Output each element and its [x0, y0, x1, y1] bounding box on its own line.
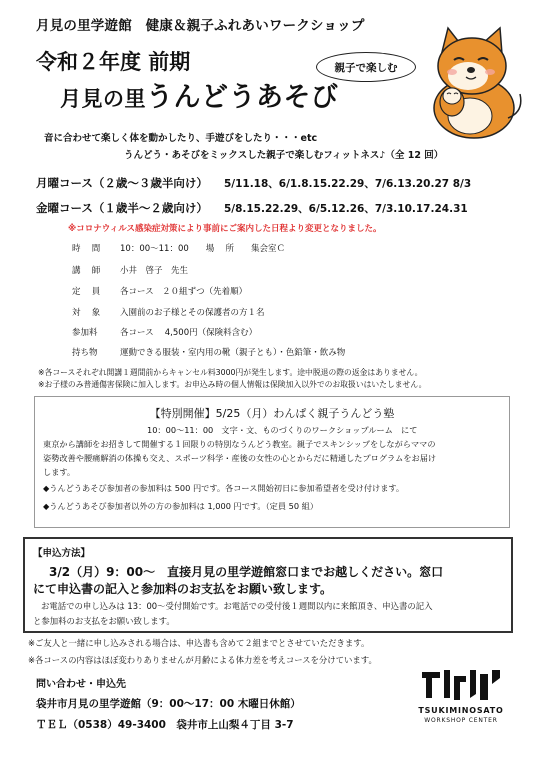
contact-venue: 袋井市月見の里学遊館（9：00～17：00 木曜日休館） — [36, 698, 301, 710]
special-event-box — [34, 396, 510, 528]
detail-value: 入園前のお子様とその保護者の方１名 — [120, 308, 265, 318]
application-heading: 【申込方法】 — [33, 548, 91, 559]
special-event-title: 【特別開催】5/25（月）わんぱく親子うんどう塾 — [149, 407, 395, 420]
event-title-main: うんどうあそび — [146, 82, 339, 113]
intro-line-2: うんどう・あそびをミックスした親子で楽しむフィットネス♪（全 12 回） — [124, 150, 444, 161]
tsukiminosato-logo-icon — [418, 664, 504, 704]
detail-value: 小井 啓子 先生 — [120, 266, 189, 276]
application-phone-note-1: お電話での申し込みは 13：00～受付開始です。お電話での受付後１週間以内に来館頂き、申込書の記入 — [41, 601, 433, 611]
detail-value: 各コース ２０組ずつ（先着順） — [120, 287, 248, 297]
detail-value: 各コース 4,500円（保険料含む） — [120, 328, 258, 338]
footnote-course-content: ※各コースの内容はほぼ変わりありませんが月齢による体力差を考えコースを分けています。 — [28, 655, 377, 665]
footnote-friends: ※ご友人と一緒に申し込みされる場合は、申込書も含めて２組までとさせていただきます。 — [28, 638, 370, 648]
application-line-2: にて申込書の記入と参加料のお支払をお願い致します。 — [33, 582, 333, 596]
note-cancellation: ※各コースそれぞれ開講１週間前からキャンセル料3000円が発生します。途中脱退の際の返金はありません。 — [38, 368, 423, 377]
contact-phone-address: ＴＥＬ（0538）49-3400 袋井市上山梨４丁目 3-7 — [36, 719, 294, 731]
detail-value: 10：00～11：00 場 所 集会室Ｃ — [120, 244, 285, 254]
special-line: 東京から講師をお招きして開催する１回限りの特別なうんどう教室。親子でスキンシップをしながらママの — [43, 439, 436, 449]
event-title-prefix: 月見の里 — [60, 87, 146, 111]
corona-notice: ※コロナウィルス感染症対策により事前にご案内した日程より変更となりました。 — [68, 224, 382, 234]
course-dates: 5/8.15.22.29、6/5.12.26、7/3.10.17.24.31 — [223, 203, 468, 215]
workshop-subtitle: 月見の里学遊館 健康＆親子ふれあいワークショップ — [36, 18, 365, 34]
detail-value: 運動できる服装・室内用の靴（親子とも）・色鉛筆・飲み物 — [120, 348, 346, 358]
detail-capacity — [72, 285, 247, 297]
logo-sub: WORKSHOP CENTER — [424, 717, 498, 724]
application-box — [23, 537, 513, 633]
application-line-1: 3/2（月）9：00～ 直接月見の里学遊館窓口までお越しください。窓口 — [49, 565, 444, 579]
title-year-term: 令和２年度 前期 — [36, 50, 191, 74]
course-dates: 5/11.18、6/1.8.15.22.29、7/6.13.20.27 8/3 — [223, 178, 472, 190]
detail-time-place — [72, 242, 285, 254]
contact-heading: 問い合わせ・申込先 — [36, 679, 126, 690]
course-name: 月曜コース（２歳～３歳半向け） — [36, 176, 208, 190]
course-name: 金曜コース（１歳半～２歳向け） — [36, 201, 208, 215]
special-line: ◆うんどうあそび参加者以外の方の参加料は 1,000 円です。（定員 50 組） — [43, 501, 319, 511]
detail-label: 対 象 — [72, 308, 101, 318]
detail-label: 定 員 — [72, 287, 101, 297]
detail-target — [72, 306, 265, 318]
detail-belongings — [72, 346, 345, 358]
event-title — [60, 75, 339, 114]
special-line: ◆うんどうあそび参加者の参加料は 500 円です。各コース開始初日に参加希望者を受け付けます。 — [43, 483, 405, 493]
course-monday — [36, 175, 471, 191]
detail-label: 時 間 — [72, 244, 101, 254]
detail-label: 講 師 — [72, 266, 101, 276]
detail-label: 参加料 — [72, 328, 98, 338]
intro-line-1: 音に合わせて楽しく体を動かしたり、手遊びをしたり・・・etc — [44, 133, 318, 144]
speech-bubble: 親子で楽しむ — [316, 52, 416, 82]
special-line: します。 — [43, 467, 76, 477]
logo-name: TSUKIMINOSATO — [418, 706, 504, 715]
course-friday — [36, 200, 468, 216]
note-insurance: ※お子様のみ普通傷害保険に加入します。お申込み時の個人情報は保険加入以外でのお取扱いはいたしません。 — [38, 380, 427, 389]
special-line: 10：00～11：00 文字・文、ものづくりのワークショップルーム にて — [147, 425, 418, 435]
detail-fee — [72, 326, 257, 338]
application-phone-note-2: と参加料のお支払をお願い致します。 — [33, 616, 175, 626]
detail-instructor — [72, 264, 188, 276]
shiba-dog-illustration — [412, 22, 530, 140]
detail-label: 持ち物 — [72, 348, 98, 358]
special-line: 姿勢改善や腰痛解消の体操も交え、スポーツ科学・産後の女性の心とからだに精通したプログラムをお届け — [43, 453, 437, 463]
